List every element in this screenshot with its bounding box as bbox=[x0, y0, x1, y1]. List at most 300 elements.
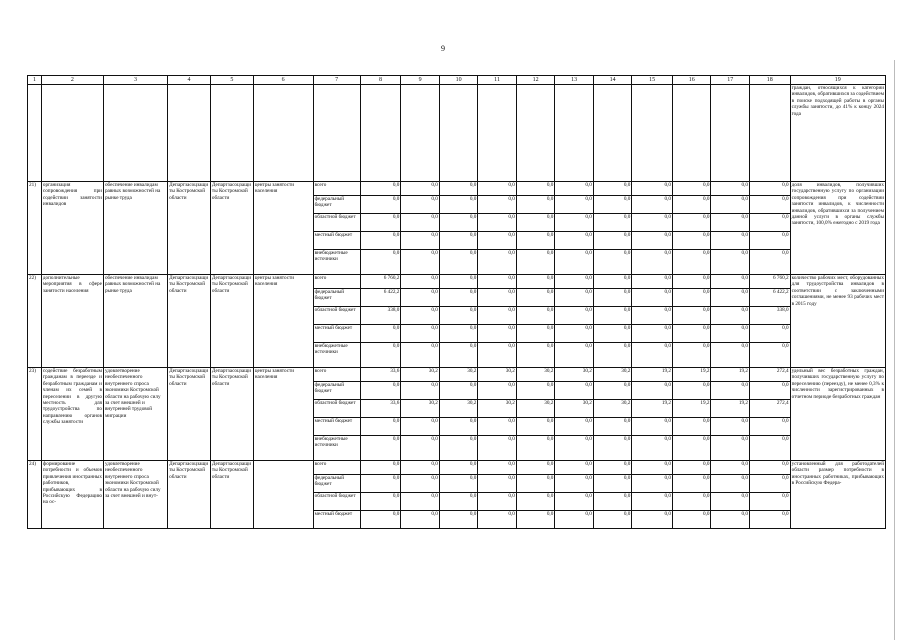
funding-value: 0,0 bbox=[478, 289, 517, 307]
funding-value: 0,0 bbox=[749, 493, 790, 511]
funding-value: 0,0 bbox=[478, 343, 517, 368]
funding-value: 338,0 bbox=[749, 307, 790, 325]
funding-value: 30,2 bbox=[401, 368, 440, 382]
funding-value: 0,0 bbox=[360, 475, 401, 493]
empty-cell bbox=[401, 85, 440, 182]
funding-value: 0,0 bbox=[516, 418, 555, 436]
funding-value: 0,0 bbox=[632, 325, 673, 343]
measure-recipient: центры занятости населения bbox=[253, 182, 313, 275]
funding-source: областной бюджет bbox=[313, 307, 360, 325]
funding-value: 0,0 bbox=[360, 511, 401, 529]
funding-value: 0,0 bbox=[632, 461, 673, 475]
funding-value: 0,0 bbox=[478, 307, 517, 325]
funding-value: 0,0 bbox=[749, 475, 790, 493]
measure-executor: Департзасоцзащиты Костромской области bbox=[168, 275, 211, 368]
funding-value: 0,0 bbox=[593, 325, 632, 343]
funding-value: 0,0 bbox=[672, 250, 711, 275]
funding-value: 0,0 bbox=[439, 418, 478, 436]
funding-value: 0,0 bbox=[632, 182, 673, 196]
funding-value: 0,0 bbox=[478, 250, 517, 275]
page-number: 9 bbox=[441, 44, 445, 53]
funding-value: 0,0 bbox=[478, 232, 517, 250]
funding-value: 0,0 bbox=[516, 307, 555, 325]
column-number: 15 bbox=[632, 76, 673, 85]
funding-value: 0,0 bbox=[401, 493, 440, 511]
funding-value: 6 422,2 bbox=[360, 289, 401, 307]
funding-value: 0,0 bbox=[439, 289, 478, 307]
funding-value: 0,0 bbox=[672, 289, 711, 307]
measure-name: формирование потребности и объемов привлечения иностранных работников, прибывающих в Российскую Федерацию на ос- bbox=[41, 461, 103, 529]
funding-value: 0,0 bbox=[749, 511, 790, 529]
funding-value: 0,0 bbox=[672, 214, 711, 232]
measure-coexecutor: Департзасоцзащиты Костромской области bbox=[210, 182, 253, 275]
funding-value: 33,6 bbox=[360, 400, 401, 418]
funding-value: 0,0 bbox=[711, 325, 750, 343]
funding-value: 19,2 bbox=[672, 368, 711, 382]
empty-cell bbox=[313, 85, 360, 182]
measure-coexecutor: Департзасоцзащиты Костромской области bbox=[210, 461, 253, 529]
funding-value: 0,0 bbox=[478, 475, 517, 493]
funding-value: 0,0 bbox=[672, 232, 711, 250]
measure-name: дополнительные мероприятия в сфере занятости населения bbox=[41, 275, 103, 368]
scan-edge-line bbox=[894, 60, 895, 640]
funding-value: 0,0 bbox=[593, 250, 632, 275]
funding-value: 0,0 bbox=[516, 250, 555, 275]
funding-value: 0,0 bbox=[439, 475, 478, 493]
measure-recipient bbox=[253, 461, 313, 529]
funding-value: 0,0 bbox=[593, 436, 632, 461]
empty-cell bbox=[103, 85, 167, 182]
funding-value: 0,0 bbox=[711, 232, 750, 250]
column-number: 9 bbox=[401, 76, 440, 85]
measure-name: организация сопровождения при содействии занятости инвалидов bbox=[41, 182, 103, 275]
funding-value: 0,0 bbox=[478, 418, 517, 436]
column-number: 3 bbox=[103, 76, 167, 85]
funding-value: 0,0 bbox=[439, 214, 478, 232]
funding-value: 0,0 bbox=[632, 418, 673, 436]
funding-source: областной бюджет bbox=[313, 400, 360, 418]
funding-value: 0,0 bbox=[360, 461, 401, 475]
funding-value: 0,0 bbox=[593, 343, 632, 368]
funding-source: внебюджетные источники bbox=[313, 250, 360, 275]
empty-cell bbox=[439, 85, 478, 182]
funding-value: 0,0 bbox=[555, 382, 594, 400]
measure-executor: Департзасоцзащиты Костромской области bbox=[168, 461, 211, 529]
empty-cell bbox=[555, 85, 594, 182]
funding-value: 0,0 bbox=[360, 182, 401, 196]
funding-value: 0,0 bbox=[401, 461, 440, 475]
funding-value: 272,4 bbox=[749, 368, 790, 382]
funding-value: 0,0 bbox=[632, 511, 673, 529]
measure-recipient: центры занятости населения bbox=[253, 368, 313, 461]
funding-value: 0,0 bbox=[360, 196, 401, 214]
empty-cell bbox=[168, 85, 211, 182]
funding-value: 0,0 bbox=[555, 182, 594, 196]
funding-value: 0,0 bbox=[672, 493, 711, 511]
funding-value: 30,2 bbox=[478, 400, 517, 418]
column-number: 6 bbox=[253, 76, 313, 85]
funding-source: областной бюджет bbox=[313, 493, 360, 511]
funding-value: 0,0 bbox=[360, 250, 401, 275]
empty-cell bbox=[253, 85, 313, 182]
column-number: 5 bbox=[210, 76, 253, 85]
funding-value: 0,0 bbox=[555, 325, 594, 343]
funding-value: 0,0 bbox=[516, 289, 555, 307]
measure-recipient: центры занятости населения bbox=[253, 275, 313, 368]
empty-cell bbox=[711, 85, 750, 182]
column-number: 16 bbox=[672, 76, 711, 85]
measure-coexecutor: Департзасоцзащиты Костромской области bbox=[210, 368, 253, 461]
funding-value: 0,0 bbox=[593, 475, 632, 493]
funding-value: 0,0 bbox=[593, 214, 632, 232]
funding-value: 0,0 bbox=[555, 436, 594, 461]
funding-value: 0,0 bbox=[516, 382, 555, 400]
funding-value: 0,0 bbox=[360, 214, 401, 232]
funding-value: 0,0 bbox=[632, 196, 673, 214]
funding-value: 0,0 bbox=[593, 382, 632, 400]
column-number: 19 bbox=[790, 76, 885, 85]
funding-value: 0,0 bbox=[555, 343, 594, 368]
funding-value: 0,0 bbox=[360, 493, 401, 511]
funding-value: 0,0 bbox=[516, 325, 555, 343]
funding-value: 30,2 bbox=[439, 400, 478, 418]
funding-value: 6 760,2 bbox=[749, 275, 790, 289]
funding-value: 0,0 bbox=[478, 182, 517, 196]
funding-value: 0,0 bbox=[555, 511, 594, 529]
funding-value: 0,0 bbox=[516, 475, 555, 493]
funding-value: 0,0 bbox=[711, 196, 750, 214]
funding-value: 0,0 bbox=[516, 436, 555, 461]
funding-value: 0,0 bbox=[439, 343, 478, 368]
target-indicator: количество рабочих мест, оборудованных для трудоустройства инвалидов в соответствии с заключенными соглашениями, не менее 93 рабочих мест в 2015 году bbox=[790, 275, 885, 368]
funding-source: всего bbox=[313, 368, 360, 382]
funding-value: 0,0 bbox=[711, 511, 750, 529]
funding-value: 0,0 bbox=[711, 289, 750, 307]
carryover-row bbox=[28, 85, 886, 182]
funding-value: 0,0 bbox=[478, 325, 517, 343]
empty-cell bbox=[672, 85, 711, 182]
funding-value: 0,0 bbox=[749, 232, 790, 250]
funding-value: 19,2 bbox=[711, 368, 750, 382]
funding-value: 0,0 bbox=[555, 475, 594, 493]
funding-value: 0,0 bbox=[401, 325, 440, 343]
empty-cell bbox=[632, 85, 673, 182]
funding-value: 0,0 bbox=[632, 343, 673, 368]
funding-value: 0,0 bbox=[711, 382, 750, 400]
funding-value: 0,0 bbox=[516, 214, 555, 232]
funding-value: 0,0 bbox=[749, 343, 790, 368]
funding-source: внебюджетные источники bbox=[313, 436, 360, 461]
funding-value: 0,0 bbox=[478, 511, 517, 529]
funding-value: 0,0 bbox=[555, 250, 594, 275]
funding-value: 0,0 bbox=[711, 461, 750, 475]
funding-value: 0,0 bbox=[516, 196, 555, 214]
funding-value: 0,0 bbox=[516, 461, 555, 475]
carryover-note: граждан, относящихся к категории инвалидов, обратившихся за содействием в поиске подходящей работы в органы службы занятости, до 41% к концу 2024 года bbox=[790, 85, 885, 182]
funding-value: 0,0 bbox=[360, 325, 401, 343]
funding-source: внебюджетные источники bbox=[313, 343, 360, 368]
table-row bbox=[28, 275, 886, 289]
funding-value: 0,0 bbox=[672, 382, 711, 400]
empty-cell bbox=[593, 85, 632, 182]
funding-value: 0,0 bbox=[360, 232, 401, 250]
funding-source: федеральный бюджет bbox=[313, 382, 360, 400]
funding-value: 0,0 bbox=[401, 250, 440, 275]
funding-value: 0,0 bbox=[401, 214, 440, 232]
column-number: 13 bbox=[555, 76, 594, 85]
measure-executor: Департзасоцзащиты Костромской области bbox=[168, 182, 211, 275]
funding-value: 0,0 bbox=[593, 493, 632, 511]
funding-value: 0,0 bbox=[360, 418, 401, 436]
funding-value: 0,0 bbox=[672, 325, 711, 343]
target-indicator: удельный вес безработных граждан, получивших государственную услугу по переселению (переезду), не менее 0,3% к численности зарегистрированных в отчетном периоде безработных граждан bbox=[790, 368, 885, 461]
funding-source: федеральный бюджет bbox=[313, 196, 360, 214]
funding-value: 19,2 bbox=[632, 400, 673, 418]
funding-value: 338,0 bbox=[360, 307, 401, 325]
table-row bbox=[28, 461, 886, 475]
funding-value: 0,0 bbox=[439, 196, 478, 214]
funding-value: 30,2 bbox=[516, 368, 555, 382]
measure-number: 22) bbox=[28, 275, 42, 368]
funding-value: 0,0 bbox=[672, 343, 711, 368]
funding-value: 0,0 bbox=[478, 214, 517, 232]
funding-value: 0,0 bbox=[439, 232, 478, 250]
funding-value: 0,0 bbox=[632, 289, 673, 307]
funding-value: 0,0 bbox=[401, 232, 440, 250]
measure-aim: удовлетворение необеспеченного внутреннего спроса экономики Костромской области на рабочую силу за счет внешней и внут- bbox=[103, 461, 167, 529]
funding-value: 0,0 bbox=[478, 436, 517, 461]
column-number: 7 bbox=[313, 76, 360, 85]
measure-aim: обеспечение инвалидам равных возможностей на рынке труда bbox=[103, 182, 167, 275]
funding-value: 0,0 bbox=[711, 182, 750, 196]
column-number: 18 bbox=[749, 76, 790, 85]
target-indicator: доля инвалидов, получивших государственную услугу по организации сопровождения при содействии занятости инвалидов, к численности инвалидов, обратившихся за получением данной услуги в органы службы занятости, 100,0% ежегодно с 2019 года bbox=[790, 182, 885, 275]
empty-cell bbox=[478, 85, 517, 182]
column-number: 11 bbox=[478, 76, 517, 85]
measure-number: 24) bbox=[28, 461, 42, 529]
funding-value: 0,0 bbox=[632, 307, 673, 325]
funding-value: 0,0 bbox=[749, 382, 790, 400]
funding-value: 0,0 bbox=[593, 307, 632, 325]
funding-value: 0,0 bbox=[632, 275, 673, 289]
funding-value: 0,0 bbox=[672, 196, 711, 214]
funding-value: 0,0 bbox=[555, 418, 594, 436]
measure-number: 23) bbox=[28, 368, 42, 461]
funding-value: 0,0 bbox=[711, 343, 750, 368]
funding-value: 0,0 bbox=[555, 196, 594, 214]
funding-value: 0,0 bbox=[593, 196, 632, 214]
funding-source: всего bbox=[313, 182, 360, 196]
funding-value: 0,0 bbox=[360, 343, 401, 368]
funding-source: всего bbox=[313, 461, 360, 475]
funding-source: областной бюджет bbox=[313, 214, 360, 232]
empty-cell bbox=[41, 85, 103, 182]
measure-aim: обеспечение инвалидам равных возможностей на рынке труда bbox=[103, 275, 167, 368]
funding-source: всего bbox=[313, 275, 360, 289]
funding-value: 0,0 bbox=[672, 475, 711, 493]
funding-value: 30,2 bbox=[516, 400, 555, 418]
funding-value: 33,6 bbox=[360, 368, 401, 382]
funding-value: 0,0 bbox=[439, 307, 478, 325]
funding-value: 0,0 bbox=[749, 436, 790, 461]
funding-value: 0,0 bbox=[478, 196, 517, 214]
funding-value: 0,0 bbox=[401, 511, 440, 529]
funding-source: местный бюджет bbox=[313, 418, 360, 436]
funding-value: 0,0 bbox=[401, 382, 440, 400]
column-number: 4 bbox=[168, 76, 211, 85]
measure-aim: удовлетворение необеспеченного внутреннего спроса экономики Костромской области на рабочую силу за счет внешней и внутренней трудовой миграции bbox=[103, 368, 167, 461]
measure-name: содействие безработным гражданам в переезде и безработным гражданам и членам их семей в переселении в другую местность для трудоустройства по направлению органов службы занятости bbox=[41, 368, 103, 461]
funding-value: 0,0 bbox=[401, 289, 440, 307]
funding-value: 0,0 bbox=[401, 418, 440, 436]
funding-value: 0,0 bbox=[632, 493, 673, 511]
funding-value: 0,0 bbox=[672, 307, 711, 325]
funding-value: 0,0 bbox=[711, 250, 750, 275]
funding-source: местный бюджет bbox=[313, 325, 360, 343]
column-number-row bbox=[28, 76, 886, 85]
empty-cell bbox=[749, 85, 790, 182]
funding-value: 30,2 bbox=[439, 368, 478, 382]
funding-value: 0,0 bbox=[439, 511, 478, 529]
funding-value: 0,0 bbox=[593, 289, 632, 307]
column-number: 10 bbox=[439, 76, 478, 85]
funding-value: 0,0 bbox=[632, 232, 673, 250]
funding-value: 0,0 bbox=[749, 461, 790, 475]
funding-value: 0,0 bbox=[749, 325, 790, 343]
funding-value: 30,2 bbox=[555, 368, 594, 382]
funding-value: 0,0 bbox=[632, 250, 673, 275]
funding-value: 0,0 bbox=[401, 307, 440, 325]
funding-value: 0,0 bbox=[439, 436, 478, 461]
table-row bbox=[28, 368, 886, 382]
funding-value: 0,0 bbox=[593, 275, 632, 289]
funding-value: 0,0 bbox=[401, 475, 440, 493]
funding-value: 0,0 bbox=[749, 250, 790, 275]
funding-value: 19,2 bbox=[672, 400, 711, 418]
column-number: 12 bbox=[516, 76, 555, 85]
funding-source: федеральный бюджет bbox=[313, 289, 360, 307]
funding-value: 0,0 bbox=[593, 418, 632, 436]
funding-value: 0,0 bbox=[516, 232, 555, 250]
funding-value: 0,0 bbox=[555, 275, 594, 289]
funding-value: 0,0 bbox=[632, 436, 673, 461]
funding-value: 0,0 bbox=[749, 182, 790, 196]
funding-value: 0,0 bbox=[711, 436, 750, 461]
funding-value: 0,0 bbox=[672, 275, 711, 289]
target-indicator: установленный для работодателей области размер потребности в иностранных работниках, прибывающих в Российскую Федера- bbox=[790, 461, 885, 529]
funding-value: 0,0 bbox=[555, 289, 594, 307]
empty-cell bbox=[210, 85, 253, 182]
funding-value: 0,0 bbox=[439, 250, 478, 275]
funding-value: 30,2 bbox=[593, 368, 632, 382]
funding-value: 30,2 bbox=[478, 368, 517, 382]
funding-value: 0,0 bbox=[516, 493, 555, 511]
funding-value: 0,0 bbox=[555, 214, 594, 232]
funding-value: 0,0 bbox=[439, 182, 478, 196]
funding-value: 0,0 bbox=[439, 275, 478, 289]
funding-source: федеральный бюджет bbox=[313, 475, 360, 493]
funding-value: 0,0 bbox=[516, 343, 555, 368]
funding-value: 0,0 bbox=[711, 307, 750, 325]
column-number: 2 bbox=[41, 76, 103, 85]
funding-value: 0,0 bbox=[672, 511, 711, 529]
funding-source: местный бюджет bbox=[313, 232, 360, 250]
funding-value: 0,0 bbox=[711, 214, 750, 232]
funding-value: 0,0 bbox=[593, 182, 632, 196]
funding-value: 0,0 bbox=[593, 511, 632, 529]
funding-value: 0,0 bbox=[401, 196, 440, 214]
funding-value: 0,0 bbox=[711, 275, 750, 289]
funding-value: 0,0 bbox=[401, 343, 440, 368]
funding-value: 0,0 bbox=[711, 418, 750, 436]
funding-value: 0,0 bbox=[478, 382, 517, 400]
funding-value: 0,0 bbox=[749, 418, 790, 436]
funding-value: 0,0 bbox=[439, 325, 478, 343]
empty-cell bbox=[28, 85, 42, 182]
funding-value: 30,2 bbox=[555, 400, 594, 418]
empty-cell bbox=[516, 85, 555, 182]
funding-value: 0,0 bbox=[555, 461, 594, 475]
funding-value: 6 760,2 bbox=[360, 275, 401, 289]
funding-value: 19,2 bbox=[711, 400, 750, 418]
funding-value: 0,0 bbox=[401, 182, 440, 196]
funding-value: 0,0 bbox=[632, 475, 673, 493]
funding-value: 0,0 bbox=[672, 436, 711, 461]
funding-value: 0,0 bbox=[478, 493, 517, 511]
column-number: 8 bbox=[360, 76, 401, 85]
column-number: 1 bbox=[28, 76, 42, 85]
funding-value: 0,0 bbox=[401, 275, 440, 289]
funding-value: 6 422,2 bbox=[749, 289, 790, 307]
measure-coexecutor: Департзасоцзащиты Костромской области bbox=[210, 275, 253, 368]
measure-executor: Департзасоцзащиты Костромской области bbox=[168, 368, 211, 461]
funding-value: 0,0 bbox=[749, 214, 790, 232]
funding-value: 0,0 bbox=[593, 232, 632, 250]
funding-value: 0,0 bbox=[555, 232, 594, 250]
funding-value: 0,0 bbox=[478, 461, 517, 475]
funding-source: местный бюджет bbox=[313, 511, 360, 529]
empty-cell bbox=[360, 85, 401, 182]
funding-value: 0,0 bbox=[711, 475, 750, 493]
table-row bbox=[28, 182, 886, 196]
funding-value: 0,0 bbox=[672, 461, 711, 475]
funding-value: 30,2 bbox=[401, 400, 440, 418]
funding-value: 0,0 bbox=[555, 493, 594, 511]
funding-value: 0,0 bbox=[360, 436, 401, 461]
funding-value: 0,0 bbox=[516, 182, 555, 196]
column-number: 17 bbox=[711, 76, 750, 85]
funding-value: 0,0 bbox=[632, 214, 673, 232]
funding-value: 0,0 bbox=[439, 461, 478, 475]
funding-value: 0,0 bbox=[632, 382, 673, 400]
funding-value: 0,0 bbox=[478, 275, 517, 289]
funding-value: 0,0 bbox=[672, 418, 711, 436]
program-measures-table bbox=[27, 75, 886, 529]
funding-value: 272,4 bbox=[749, 400, 790, 418]
funding-value: 0,0 bbox=[555, 307, 594, 325]
funding-value: 0,0 bbox=[516, 275, 555, 289]
funding-value: 0,0 bbox=[593, 461, 632, 475]
column-number: 14 bbox=[593, 76, 632, 85]
funding-value: 0,0 bbox=[360, 382, 401, 400]
funding-value: 0,0 bbox=[711, 493, 750, 511]
funding-value: 0,0 bbox=[749, 196, 790, 214]
funding-value: 0,0 bbox=[439, 493, 478, 511]
measure-number: 21) bbox=[28, 182, 42, 275]
funding-value: 0,0 bbox=[401, 436, 440, 461]
funding-value: 30,2 bbox=[593, 400, 632, 418]
funding-value: 0,0 bbox=[516, 511, 555, 529]
